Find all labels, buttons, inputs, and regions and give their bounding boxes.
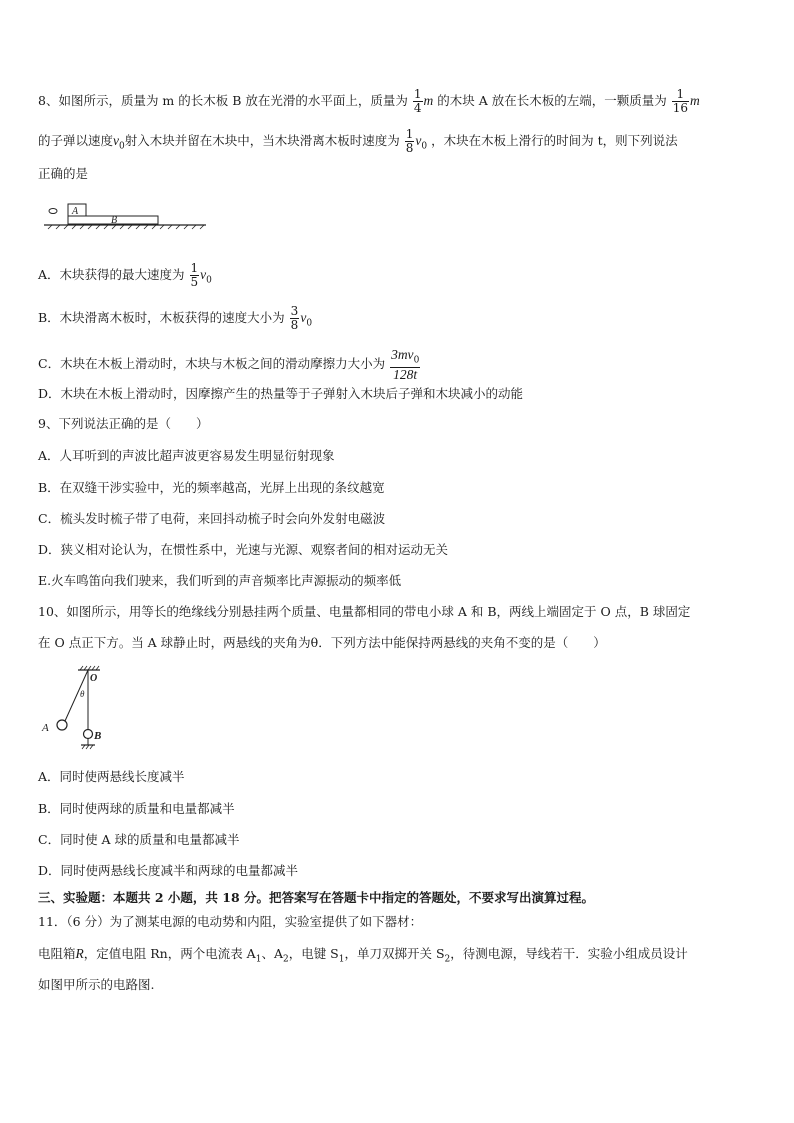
q8-option-d: D．木块在木板上滑动时，因摩擦产生的热量等于子弹射入木块后子弹和木块减小的动能 bbox=[38, 386, 524, 401]
q9-option-a: A．人耳听到的声波比超声波更容易发生明显衍射现象 bbox=[38, 448, 335, 463]
q9-option-b: B．在双缝干涉实验中，光的频率越高，光屏上出现的条纹越宽 bbox=[38, 480, 385, 495]
section-heading: 三、实验题：本题共 2 小题，共 18 分。把答案写在答题卡中指定的答题处，不要求写出演算过程。 bbox=[38, 890, 595, 905]
subscript: 2 bbox=[444, 954, 451, 965]
q11-text: 、A bbox=[261, 946, 283, 961]
var-m: m bbox=[690, 93, 700, 108]
q11-stem: 11．（6 分）为了测某电源的电动势和内阻，实验室提供了如下器材： bbox=[38, 914, 423, 929]
q8-line2 bbox=[38, 128, 678, 155]
frac-num: 3 bbox=[290, 304, 299, 318]
var-m: m bbox=[423, 93, 434, 108]
q10-stem-line1: 10、如图所示，用等长的绝缘线分别悬挂两个质量、电量都相同的带电小球 A 和 B，两线上端固定于 O 点，B 球固定 bbox=[38, 604, 691, 619]
q11-text: ，电键 S bbox=[288, 946, 339, 961]
subscript: 0 bbox=[206, 275, 212, 286]
subscript: 1 bbox=[255, 954, 262, 965]
frac-num bbox=[390, 348, 420, 368]
q9-option-c: C．梳头发时梳子带了电荷，来回抖动梳子时会向外发射电磁波 bbox=[38, 511, 386, 526]
q11-line2 bbox=[38, 946, 688, 968]
q11-text: 电阻箱 bbox=[38, 946, 76, 961]
q8-text: 的子弹以速度 bbox=[38, 133, 114, 148]
subscript: 0 bbox=[421, 141, 428, 152]
q10-option-b: B．同时使两球的质量和电量都减半 bbox=[38, 801, 235, 816]
label-b: B bbox=[111, 215, 118, 226]
q8-text: 射入木块并留在木块中，当木块滑离木板时速度为 bbox=[124, 133, 400, 148]
fraction-eighth bbox=[405, 128, 415, 155]
block-board-figure bbox=[40, 200, 210, 234]
label-o: O bbox=[90, 673, 98, 684]
q8-option-b bbox=[38, 305, 312, 332]
var-v: v bbox=[300, 310, 307, 325]
q10-option-c: C．同时使 A 球的质量和电量都减半 bbox=[38, 832, 240, 847]
fraction bbox=[390, 348, 420, 381]
q9-option-d: D．狭义相对论认为，在惯性系中，光速与光源、观察者间的相对运动无关 bbox=[38, 542, 449, 557]
var-v: v bbox=[415, 133, 422, 148]
q8-option-c bbox=[38, 348, 421, 381]
q8-text: ，木块在木板上滑行的时间为 t，则下列说法 bbox=[431, 133, 678, 148]
q11-line3: 如图甲所示的电路图. bbox=[38, 977, 155, 992]
q10-option-a: A．同时使两悬线长度减半 bbox=[38, 769, 185, 784]
frac-den: 8 bbox=[290, 318, 299, 332]
option-text: C．木块在木板上滑动时，木块与木板之间的滑动摩擦力大小为 bbox=[38, 356, 386, 372]
q8-line1 bbox=[38, 88, 700, 115]
subscript: 0 bbox=[306, 318, 313, 329]
var-v: v bbox=[113, 133, 120, 148]
frac-den: 8 bbox=[405, 141, 414, 155]
ball-a bbox=[57, 720, 67, 730]
var-expr: 3mv bbox=[391, 347, 414, 362]
ground-hatching bbox=[48, 225, 204, 229]
frac-num: 1 bbox=[405, 127, 414, 141]
q9-stem: 9、下列说法正确的是（ ） bbox=[38, 416, 209, 431]
pendulum-figure bbox=[38, 664, 110, 756]
fraction bbox=[290, 305, 300, 332]
q11-text: ，单刀双掷开关 S bbox=[344, 946, 445, 961]
frac-num: 1 bbox=[190, 261, 199, 275]
ball-b bbox=[84, 730, 93, 739]
subscript: 0 bbox=[119, 141, 125, 152]
label-theta: θ bbox=[80, 689, 85, 699]
subscript: 2 bbox=[282, 954, 289, 965]
label-a: A bbox=[42, 722, 49, 734]
q8-text: 8、如图所示，质量为 m 的长木板 B 放在光滑的水平面上，质量为 bbox=[38, 93, 408, 108]
frac-den: 4 bbox=[413, 101, 422, 115]
fraction-quarter bbox=[413, 88, 423, 115]
q8-line3: 正确的是 bbox=[38, 166, 89, 181]
var-v: v bbox=[200, 267, 207, 282]
label-b: B bbox=[94, 730, 102, 742]
frac-den: 16 bbox=[672, 101, 688, 115]
fraction-sixteenth bbox=[672, 88, 689, 115]
q11-text: ，待测电源，导线若干．实验小组成员设计 bbox=[450, 946, 688, 961]
q9-option-e: E.火车鸣笛向我们驶来，我们听到的声音频率比声源振动的频率低 bbox=[38, 573, 402, 588]
q8-text: 的木块 A 放在长木板的左端，一颗质量为 bbox=[437, 93, 667, 108]
frac-num: 1 bbox=[413, 87, 422, 101]
option-text: A．木块获得的最大速度为 bbox=[38, 267, 185, 282]
string-a bbox=[65, 670, 88, 721]
q10-stem-line2: 在 O 点正下方。当 A 球静止时，两悬线的夹角为θ．下列方法中能保持两悬线的夹角不变的是（ ） bbox=[38, 635, 606, 650]
bullet-shape bbox=[49, 209, 57, 214]
label-a: A bbox=[72, 206, 79, 217]
var-r: R bbox=[75, 946, 84, 961]
frac-den: 128t bbox=[393, 367, 418, 383]
subscript: 1 bbox=[338, 954, 345, 965]
option-text: B．木块滑离木板时，木板获得的速度大小为 bbox=[38, 310, 285, 325]
q8-option-a bbox=[38, 262, 212, 289]
q11-text: ，定值电阻 Rn，两个电流表 A bbox=[83, 946, 256, 961]
q10-option-d: D．同时使两悬线长度减半和两球的电量都减半 bbox=[38, 863, 299, 878]
frac-den: 5 bbox=[190, 275, 199, 289]
frac-num: 1 bbox=[672, 88, 689, 102]
subscript: 0 bbox=[413, 355, 420, 366]
fraction bbox=[190, 262, 200, 289]
